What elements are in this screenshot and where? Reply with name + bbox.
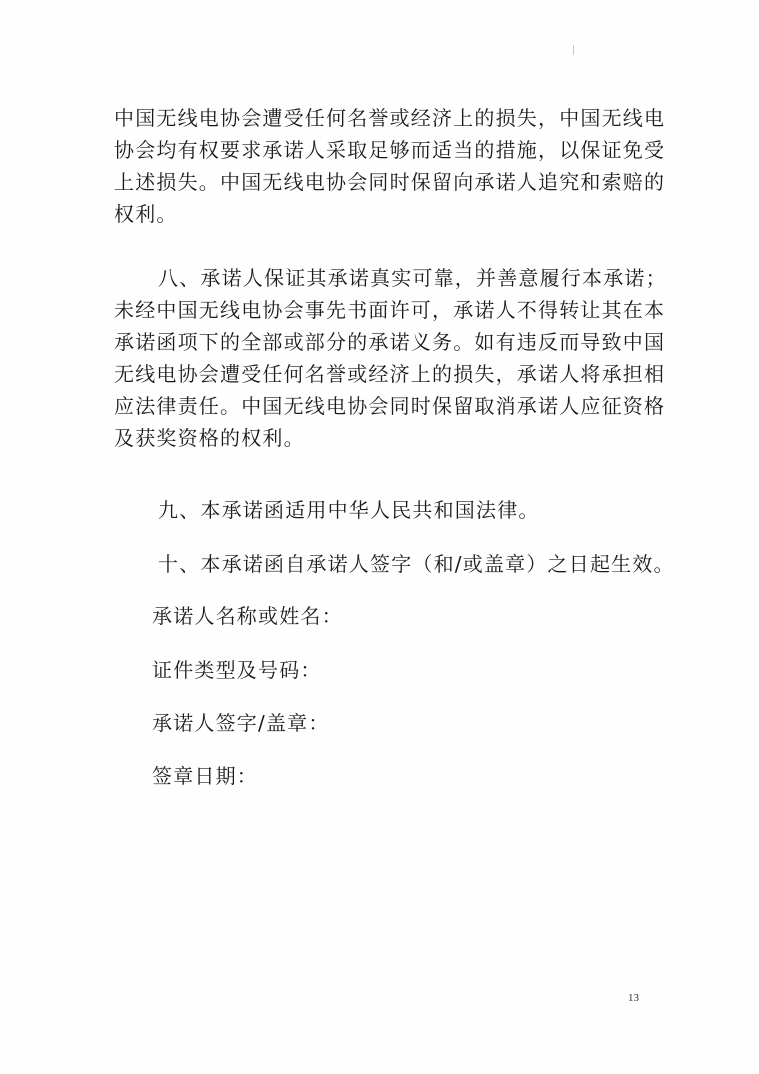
promisor-name-field-label: 承诺人名称或姓名： [152, 604, 343, 628]
id-type-field-label: 证件类型及号码： [152, 658, 322, 682]
scan-mark [573, 45, 574, 55]
page-number: 13 [628, 992, 639, 1004]
paragraph-line: 十、本承诺函自承诺人签字（和/或盖章）之日起生效。 [158, 552, 675, 576]
clause-8-paragraph [114, 262, 667, 454]
paragraph-line: 及获奖资格的权利。 [114, 426, 305, 450]
clause-10-paragraph [114, 548, 675, 580]
paragraph-line: 应法律责任。中国无线电协会同时保留取消承诺人应征资格 [114, 394, 666, 418]
sign-date-field-label: 签章日期： [152, 764, 258, 788]
paragraph-line: 九、本承诺函适用中华人民共和国法律。 [158, 498, 540, 522]
paragraph-line: 未经中国无线电协会事先书面许可，承诺人不得转让其在本 [114, 298, 666, 322]
paragraph-line: 无线电协会遭受任何名誉或经济上的损失，承诺人将承担相 [114, 362, 666, 386]
paragraph-line: 协会均有权要求承诺人采取足够而适当的措施，以保证免受 [114, 138, 666, 162]
clause-9-paragraph [114, 494, 654, 526]
paragraph-line: 承诺函项下的全部或部分的承诺义务。如有违反而导致中国 [114, 330, 666, 354]
paragraph-line: 上述损失。中国无线电协会同时保留向承诺人追究和索赔的 [114, 170, 666, 194]
paragraph-line: 中国无线电协会遭受任何名誉或经济上的损失，中国无线电 [114, 106, 666, 130]
continuation-paragraph [114, 102, 666, 230]
signature-field-label: 承诺人签字/盖章： [152, 711, 330, 735]
paragraph-line: 八、承诺人保证其承诺真实可靠，并善意履行本承诺； [158, 266, 667, 290]
paragraph-line: 权利。 [114, 202, 178, 226]
